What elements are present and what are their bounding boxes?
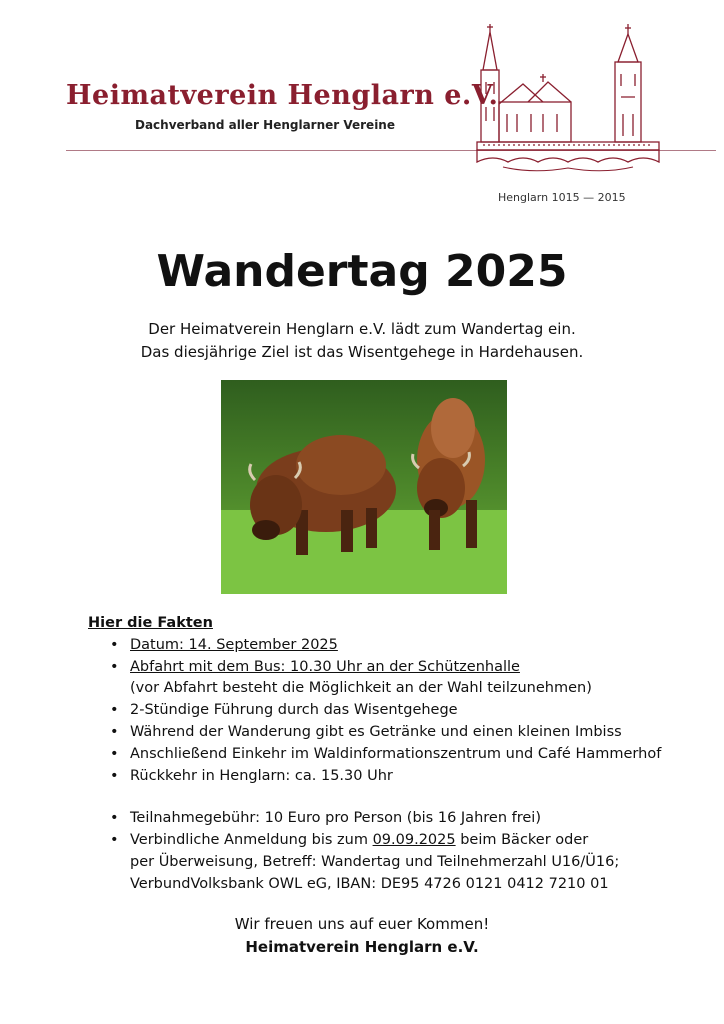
facts-list (88, 635, 708, 788)
reg-prefix: Verbindliche Anmeldung bis zum (130, 832, 373, 849)
bison-photo (221, 380, 507, 594)
date-text: Datum: 14. September 2025 (130, 636, 338, 653)
logo-caption: Henglarn 1015 — 2015 (498, 191, 626, 204)
church-bridge-logo (473, 22, 663, 192)
intro-text (0, 318, 724, 364)
return-text: Rückkehr in Henglarn: ca. 15.30 Uhr (130, 767, 393, 784)
tour-text: 2-Stündige Führung durch das Wisentgehege (130, 702, 458, 719)
departure-text: Abfahrt mit dem Bus: 10.30 Uhr an der Schützenhalle (130, 658, 520, 675)
closing-line: Wir freuen uns auf euer Kommen! (234, 915, 490, 933)
org-subtitle: Dachverband aller Henglarner Vereine (135, 118, 395, 132)
facts-section (88, 613, 708, 896)
intro-line: Der Heimatverein Henglarn e.V. lädt zum Wandertag ein. (148, 320, 576, 338)
intro-line: Das diesjährige Ziel ist das Wisentgehege in Hardehausen. (140, 343, 584, 361)
list-item (88, 722, 708, 744)
reg-suffix: beim Bäcker oder (455, 832, 589, 849)
page-title: Wandertag 2025 (156, 246, 568, 297)
reg-date: 09.09.2025 (372, 832, 456, 849)
list-item (88, 635, 708, 657)
list-item (88, 657, 708, 701)
signature: Heimatverein Henglarn e.V. (245, 938, 479, 956)
snacks-text: Während der Wanderung gibt es Getränke und einen kleinen Imbiss (130, 723, 622, 740)
departure-note: (vor Abfahrt besteht die Möglichkeit an der Wahl teilzunehmen) (130, 680, 592, 697)
reg-line3: VerbundVolksbank OWL eG, IBAN: DE95 4726 0121 0412 7210 01 (130, 875, 609, 892)
list-item (88, 808, 708, 830)
list-item (88, 766, 708, 788)
reg-line2: per Überweisung, Betreff: Wandertag und Teilnehmerzahl U16/Ü16; (130, 853, 620, 870)
list-item (88, 830, 708, 895)
stop-text: Anschließend Einkehr im Waldinformationszentrum und Café Hammerhof (130, 745, 662, 762)
list-item (88, 744, 708, 766)
facts-heading: Hier die Fakten (88, 615, 213, 631)
org-name: Heimatverein Henglarn e.V. (66, 80, 499, 111)
list-item (88, 700, 708, 722)
closing (0, 913, 724, 959)
fees-list (88, 808, 708, 895)
fee-text: Teilnahmegebühr: 10 Euro pro Person (bis 16 Jahren frei) (130, 810, 541, 827)
